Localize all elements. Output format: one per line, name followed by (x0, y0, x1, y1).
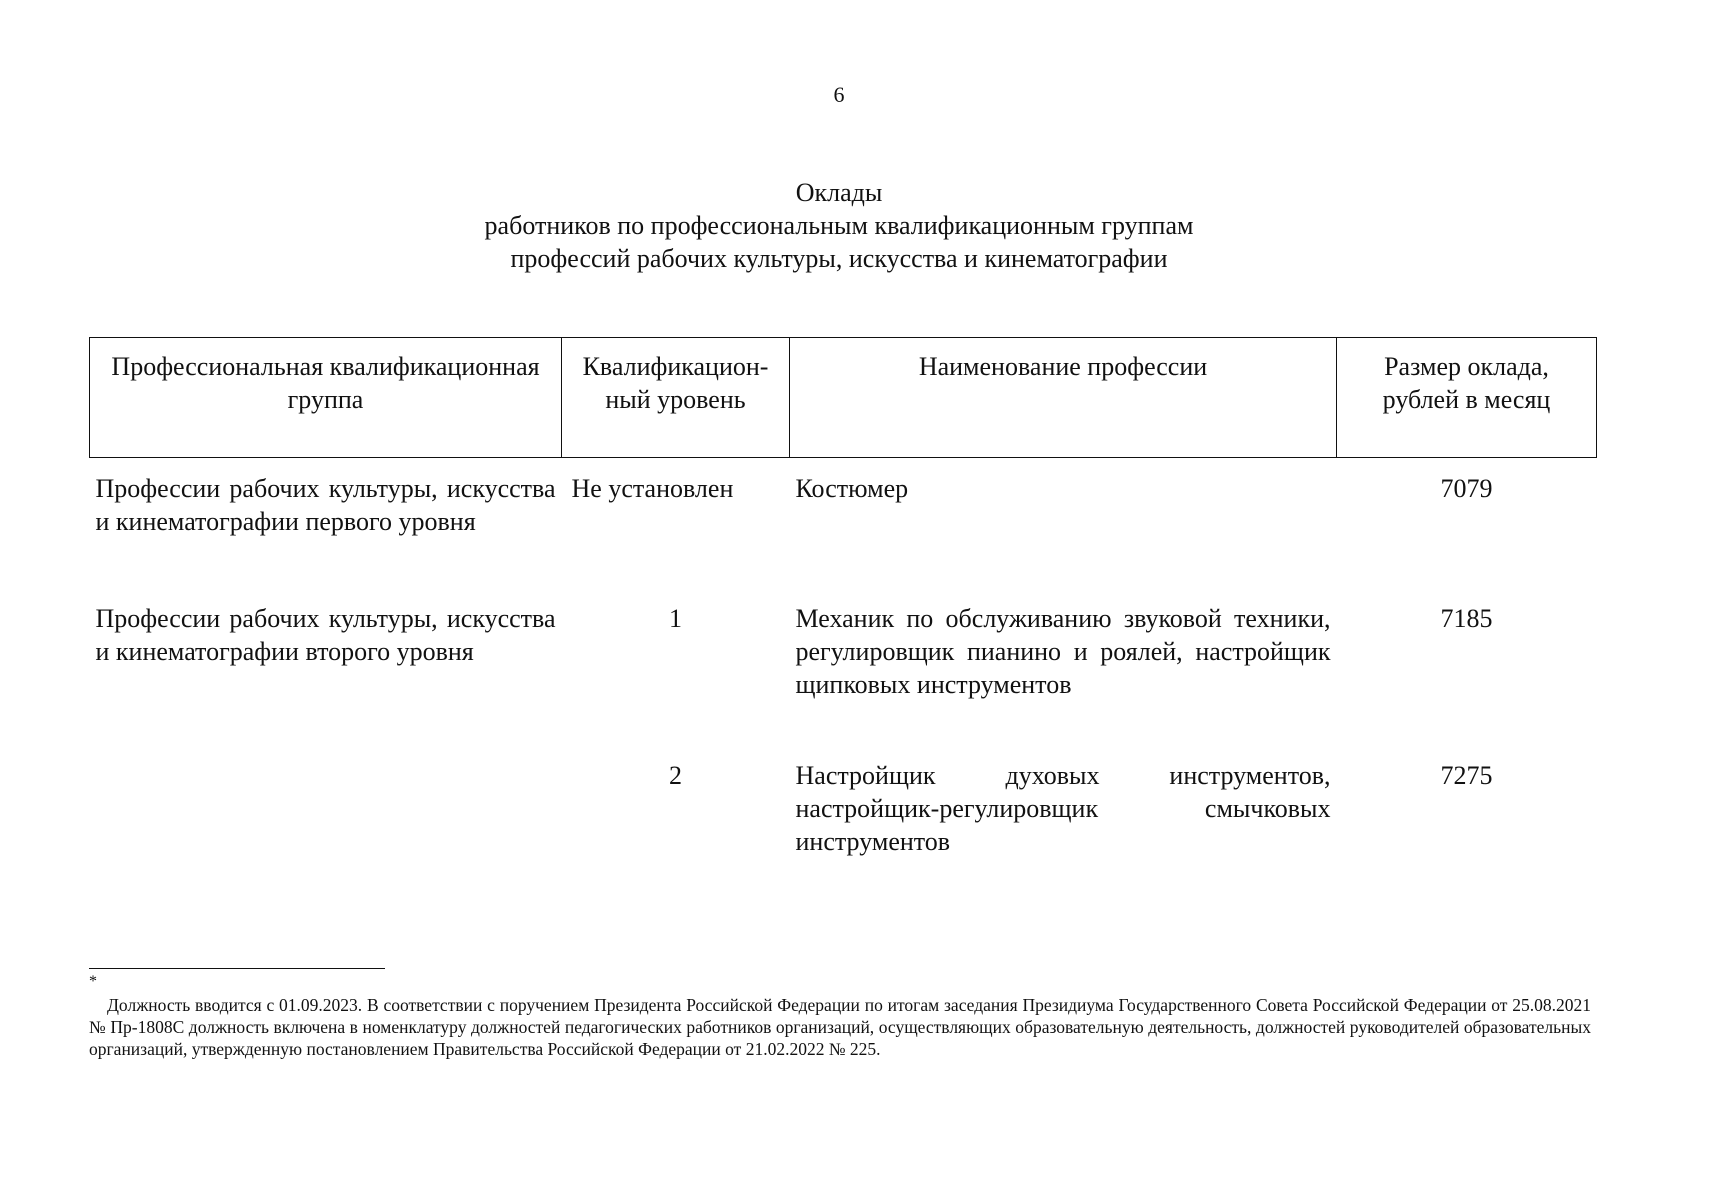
header-level: Квалификацион-ный уровень (562, 338, 790, 458)
table-header-row (90, 338, 1597, 458)
document-title (0, 176, 1678, 275)
footnote-divider (89, 968, 385, 969)
cell-level: Не установлен (571, 474, 734, 503)
cell-group (90, 759, 562, 858)
cell-group: Профессии рабочих культуры, искусства и кинематографии второго уровня (95, 603, 556, 666)
footnote-text: Должность вводится с 01.09.2023. В соответствии с поручением Президента Российской Федерации по итогам заседания Президиума Государственного Совета Российской Федерации от 25.08.2021 № Пр-1808С должность включена в номенклатуру должностей педагогических работников организаций, осуществляющих образовательную деятельность, должностей руководителей образовательных организаций, утвержденную постановлением Правительства Российской Федерации от 21.02.2022 № 225. (89, 995, 1591, 1059)
title-line-3: профессий рабочих культуры, искусства и кинематографии (510, 244, 1168, 273)
table-row (90, 602, 1597, 759)
header-group: Профессиональная квалификационная группа (90, 338, 562, 458)
cell-profession: Механик по обслуживанию звуковой техники, регулировщик пианино и роялей, настройщик щипковых инструментов (795, 603, 1331, 699)
table-row (90, 458, 1597, 602)
cell-rate: 7275 (1440, 760, 1493, 790)
table-row (90, 759, 1597, 858)
header-profession: Наименование профессии (790, 338, 1337, 458)
cell-level: 2 (669, 760, 682, 790)
cell-rate: 7185 (1440, 603, 1493, 633)
title-line-1: Оклады (795, 178, 883, 207)
cell-profession: Костюмер (795, 474, 909, 503)
cell-rate: 7079 (1440, 474, 1493, 503)
cell-level: 1 (669, 603, 682, 633)
footnote-mark: * (89, 973, 97, 990)
cell-group: Профессии рабочих культуры, искусства и кинематографии первого уровня (95, 474, 556, 536)
page-number: 6 (833, 82, 845, 107)
cell-profession: Настройщик духовых инструментов, настройщик-регулировщик смычковых инструментов (795, 760, 1331, 856)
salary-table (89, 337, 1597, 858)
title-line-2: работников по профессиональным квалификационным группам (484, 211, 1194, 240)
header-rate: Размер оклада, рублей в месяц (1337, 338, 1597, 458)
